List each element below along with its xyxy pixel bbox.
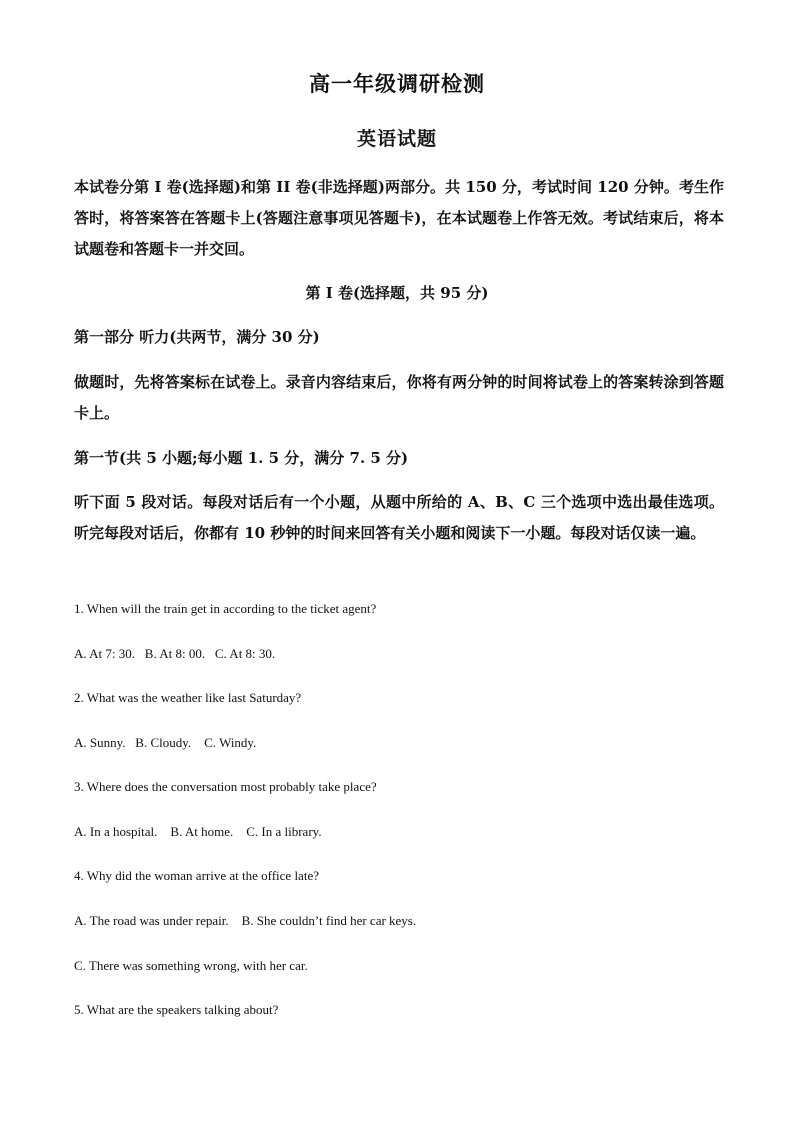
- question-5-prompt: 5. What are the speakers talking about?: [74, 1002, 279, 1017]
- question-1-options: A. At 7: 30. B. At 8: 00. C. At 8: 30.: [74, 646, 276, 661]
- question-2-prompt: 2. What was the weather like last Saturday?: [74, 690, 302, 705]
- part1-heading: 第一部分 听力(共两节，满分 30 分): [74, 328, 320, 346]
- question-3-prompt: 3. Where does the conversation most probably take place?: [74, 779, 377, 794]
- section-title: 第 I 卷(选择题，共 95 分): [305, 284, 489, 302]
- question-4-option-c: C. There was something wrong, with her car.: [74, 958, 308, 973]
- section1-instructions: 听下面 5 段对话。每段对话后有一个小题，从题中所给的 A、B、C 三个选项中选出最佳选项。听完每段对话后，你都有 10 秒钟的时间来回答有关小题和阅读下一小题。每段对话仅读一遍。: [74, 493, 724, 542]
- exam-intro-paragraph: 本试卷分第 I 卷(选择题)和第 II 卷(非选择题)两部分。共 150 分，考试时间 120 分钟。考生作答时，将答案答在答题卡上(答题注意事项见答题卡)，在本试题卷上作答无效。考试结束后，将本试题卷和答题卡一并交回。: [74, 178, 724, 258]
- document-subtitle: 英语试题: [356, 128, 437, 150]
- question-4-prompt: 4. Why did the woman arrive at the office late?: [74, 868, 319, 883]
- question-1-prompt: 1. When will the train get in according to the ticket agent?: [74, 601, 377, 616]
- question-3-options: A. In a hospital. B. At home. C. In a library.: [74, 824, 322, 839]
- document-title: 高一年级调研检测: [309, 71, 485, 96]
- question-2-options: A. Sunny. B. Cloudy. C. Windy.: [74, 735, 257, 750]
- section1-heading: 第一节(共 5 小题;每小题 1. 5 分，满分 7. 5 分): [74, 449, 409, 467]
- part1-instructions: 做题时，先将答案标在试卷上。录音内容结束后，你将有两分钟的时间将试卷上的答案转涂到答题卡上。: [74, 373, 724, 422]
- question-4-options: A. The road was under repair. B. She couldn’t find her car keys.: [74, 913, 417, 928]
